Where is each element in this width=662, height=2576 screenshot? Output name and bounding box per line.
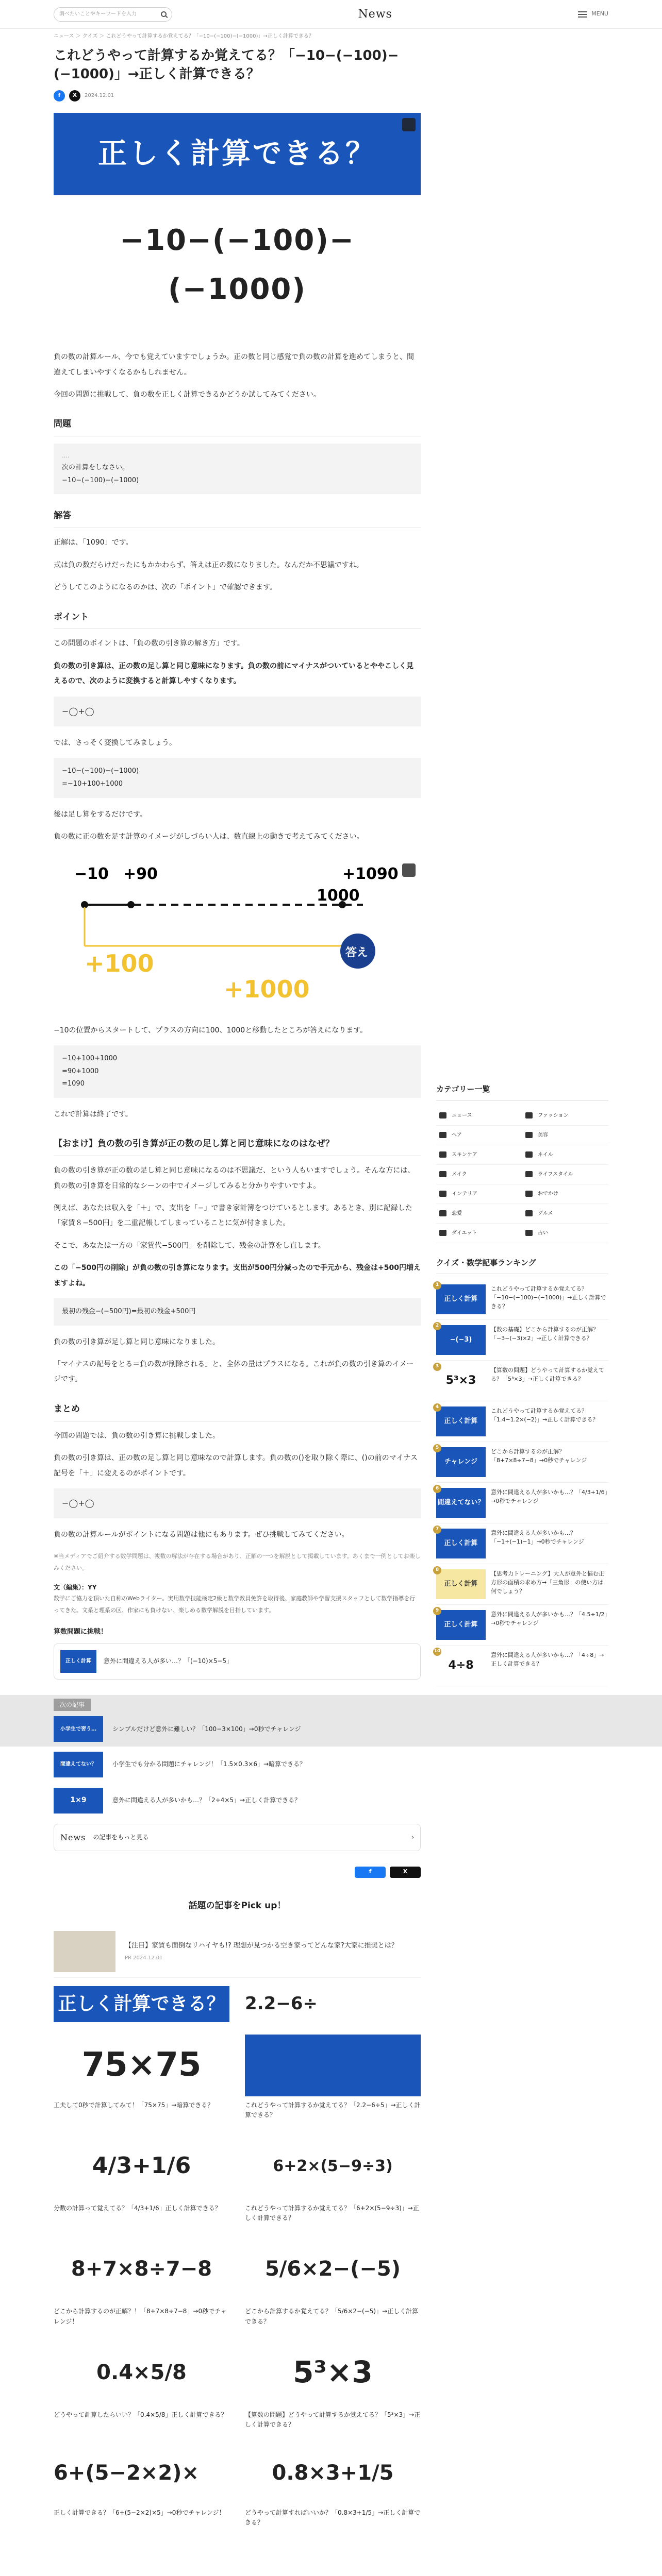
tile-image — [245, 2035, 421, 2096]
pickup-lead-date: PR 2024.12.01 — [125, 1955, 163, 1961]
diet-icon — [439, 1230, 446, 1236]
outing-icon — [525, 1191, 533, 1197]
ranking-thumb: 間違えてない？ — [436, 1488, 486, 1518]
tile-image: 75×75 — [54, 2035, 229, 2096]
ranking-item[interactable]: 6 間違えてない？ 意外に間違える人が多いかも…？「4/3+1/6」→0秒でチャレンジ — [436, 1483, 608, 1523]
search-icon[interactable] — [161, 11, 167, 17]
tile-caption: どこから計算するか覚えてる？「5/6×2−(−5)」→正しく計算できる？ — [245, 2308, 419, 2325]
next-article-item[interactable] — [54, 1747, 421, 1783]
ranking-caption: 意外に間違える人が多いかも…？「4/3+1/6」→0秒でチャレンジ — [491, 1489, 608, 1505]
next-title: 意外に間違える人が多いかも…？「2÷4×5」→正しく計算できる？ — [112, 1797, 301, 1804]
category-item[interactable]: インテリア — [436, 1184, 522, 1204]
number-line-figure — [54, 858, 421, 1013]
point-paragraph: では、さっそく変換してみましょう。 — [54, 739, 176, 747]
ranking-item[interactable]: 5 チャレンジ どこから計算するのが正解？「8+7×8÷7−8」→0秒でチャレンジ — [436, 1442, 608, 1483]
tile-image: 6+(5−2×2)× — [54, 2442, 229, 2504]
related-article-card[interactable] — [54, 1643, 421, 1680]
fortune-icon — [525, 1230, 533, 1236]
answer-badge-text: 答え — [345, 946, 369, 959]
hero-image — [54, 113, 421, 195]
beauty-icon — [525, 1132, 533, 1138]
explain-paragraph: これで計算は終了です。 — [54, 1110, 133, 1118]
bonus-paragraph: 例えば、あなたは収入を「＋」で、支出を「−」で書き家計簿をつけているとします。あるとき、別に記録した「家賃８−500円」を二重記帳してしまっていることに気が付きました。 — [54, 1204, 412, 1228]
tile-image: 0.4×5/8 — [54, 2339, 229, 2406]
summary-box — [54, 1488, 421, 1518]
pickup-lead-title: 【注目】家賃も面倒なリハイヤも!? 理想が見つかる空き家ってどんな家?大家に推奨とは？ — [125, 1942, 398, 1950]
tile-caption: 分数の計算って覚えてる？「4/3+1/6」正しく計算できる？ — [54, 2205, 221, 2212]
pickup-tile[interactable] — [245, 2132, 421, 2223]
pickup-grid — [54, 1986, 421, 2528]
point-paragraph: この問題のポイントは、「負の数の引き算の解き方」です。 — [54, 639, 244, 648]
ranking-thumb: 正しく計算 — [436, 1529, 486, 1558]
explain-paragraph: −10の位置からスタートして、プラスの方向に100、1000と移動したところが答えになります。 — [54, 1026, 368, 1035]
gallery-icon[interactable] — [402, 863, 416, 877]
category-item[interactable]: ニュース — [436, 1106, 522, 1126]
category-item[interactable]: ヘア — [436, 1126, 522, 1145]
section-heading: まとめ — [54, 1399, 421, 1421]
next-thumb: 小学生で習う… — [54, 1716, 103, 1742]
answer-paragraph: どうしてこのようになるのかは、次の「ポイント」で確認できます。 — [54, 583, 277, 592]
ranking-thumb: 正しく計算 — [436, 1406, 486, 1436]
tile-image: 8+7×8÷7−8 — [54, 2235, 229, 2302]
point-plus90 — [127, 901, 135, 908]
bonus-paragraph: 負の数の引き算が足し算と同じ意味になりました。 — [54, 1337, 220, 1346]
category-item[interactable]: ファッション — [522, 1106, 608, 1126]
fashion-icon — [525, 1112, 533, 1118]
pickup-lead[interactable] — [54, 1926, 421, 1978]
tile-image: 4/3+1/6 — [54, 2132, 229, 2199]
tile-image: 6+2×(5−9÷3) — [245, 2132, 421, 2199]
article-date: 2024.12.01 — [85, 93, 114, 99]
ranking-item[interactable]: 7 正しく計算 意外に間違える人が多いかも…？「−1÷(−1)−1」→0秒でチャレンジ — [436, 1523, 608, 1564]
intro-paragraph: 今回の問題に挑戦して、負の数を正しく計算できるかどうか試してみてください。 — [54, 390, 321, 399]
tile-image: 5³×3 — [245, 2339, 421, 2406]
article-title: これどうやって計算するか覚えてる？「−10−(−100)−(−1000)」→正しく計算できる？ — [54, 48, 399, 82]
ranking-caption: 【算数の問題】どうやって計算するか覚えてる？「5³×3」→正しく計算できる？ — [491, 1367, 604, 1383]
summary-paragraph: 今回の問題では、負の数の引き算に挑戦しました。 — [54, 1431, 220, 1440]
label-add1: +100 — [85, 949, 154, 977]
tile-image: 2.2−6÷ — [245, 1986, 421, 2022]
facebook-share-button[interactable]: f — [355, 1867, 386, 1878]
pickup-title: 話題の記事をPick up！ — [188, 1900, 286, 1911]
pickup-tile[interactable] — [54, 2339, 229, 2430]
interior-icon — [439, 1191, 446, 1197]
pickup-tile[interactable] — [54, 2035, 229, 2120]
tile-image: 5/6×2−(−5) — [245, 2235, 421, 2302]
number-line-svg — [54, 858, 421, 1013]
big-expression: −10−(−100)−(−1000) — [120, 223, 355, 306]
ranking-list — [436, 1279, 608, 1686]
next-thumb: 間違えてない？ — [54, 1752, 103, 1777]
conversion-line: −10−(−100)−(−1000) — [62, 767, 139, 775]
answer-paragraph: 式は負の数だらけだったにもかかわらず、答えは正の数になりました。なんだか不思議ですね。 — [54, 561, 363, 569]
category-item[interactable]: おでかけ — [522, 1184, 608, 1204]
more-logo: News — [60, 1832, 86, 1842]
label-n2: +90 — [123, 865, 158, 883]
site-header — [0, 0, 662, 29]
point-paragraph: 後は足し算をするだけです。 — [54, 810, 147, 819]
bonus-paragraph: 「マイナスの記号をとる＝負の数が削除される」と、全体の量はプラスになる。これが負の数の引き算のイメージです。 — [54, 1360, 414, 1384]
section-heading: 【おまけ】負の数の引き算が正の数の足し算と同じ意味になのはなぜ？ — [54, 1133, 421, 1156]
category-item[interactable]: スキンケア — [436, 1145, 522, 1165]
label-n3: +1090 — [342, 865, 399, 883]
chevron-right-icon: › — [411, 1833, 414, 1841]
site-logo[interactable]: News — [358, 7, 392, 21]
tile-caption: 正しく計算できる？「6+(5−2×2)×5」→0秒でチャレンジ！ — [54, 2509, 225, 2517]
categories-title: カテゴリー一覧 — [436, 1083, 608, 1101]
ranking-item[interactable]: 3 5³×3 【算数の問題】どうやって計算するか覚えてる？「5³×3」→正しく計算できる？ — [436, 1361, 608, 1401]
point-paragraph: 負の数に正の数を足す計算のイメージがしづらい人は、数直線上の動きで考えてみてください。 — [54, 833, 364, 841]
ranking-thumb: 正しく計算 — [436, 1284, 486, 1314]
ranking-caption: 【思考力トレーニング】大人が意外と悩む正方形の面積の求め方→「三角形」の使い方は何でしょう？ — [491, 1570, 605, 1595]
pickup-tile[interactable] — [245, 1986, 421, 2022]
category-item[interactable]: グルメ — [522, 1204, 608, 1224]
breadcrumb[interactable]: ニュース ＞ クイズ ＞ これどうやって計算するか覚えてる？「−10−(−100)−(−1000)」→正しく計算できる？ — [54, 33, 314, 39]
facebook-icon[interactable]: f — [54, 90, 65, 101]
category-item[interactable]: メイク — [436, 1165, 522, 1184]
related-title: 意外に間違える人が多い…？「(−10)×5−5」 — [104, 1657, 233, 1665]
love-icon — [439, 1210, 446, 1216]
next-title: シンプルだけど意外に難しい？「100−3×100」→0秒でチャレンジ — [112, 1725, 301, 1733]
ranking-item[interactable]: 9 正しく計算 意外に間違える人が多いかも…？「4.5÷1/2」→0秒でチャレンジ — [436, 1605, 608, 1646]
next-title: 小学生でも分かる問題にチャレンジ！「1.5×0.3×6」→暗算できる？ — [112, 1760, 306, 1768]
pickup-tile[interactable] — [54, 2132, 229, 2223]
ranking-caption: これどうやって計算するか覚えてる？「1.4−1.2×(−2)」→正しく計算できる？ — [491, 1408, 599, 1423]
share-buttons — [54, 1867, 421, 1878]
section-heading: 問題 — [54, 414, 421, 436]
calc-box — [54, 1045, 421, 1098]
ranking-thumb: 5³×3 — [436, 1366, 486, 1396]
next-label: 次の記事 — [54, 1699, 91, 1711]
section-heading: ポイント — [54, 607, 421, 630]
nail-icon — [525, 1151, 533, 1158]
pickup-tile[interactable] — [245, 2035, 421, 2120]
conversion-box — [54, 697, 421, 726]
ranking-item[interactable]: 2 −(−3) 【数の基礎】どこから計算するのが正解？「−3−(−3)×2」→正しく計算できる？ — [436, 1320, 608, 1361]
problem-expression: −10−(−100)−(−1000) — [62, 476, 139, 484]
category-item[interactable]: 美容 — [522, 1126, 608, 1145]
related-label: 算数問題に挑戦！ — [54, 1628, 108, 1636]
article-meta — [54, 90, 421, 101]
category-item[interactable]: ネイル — [522, 1145, 608, 1165]
category-item[interactable]: ライフスタイル — [522, 1165, 608, 1184]
ranking-item[interactable]: 4 正しく計算 これどうやって計算するか覚えてる？「1.4−1.2×(−2)」→正しく計算できる？ — [436, 1401, 608, 1442]
more-articles-link[interactable] — [54, 1824, 421, 1851]
ranking-caption: 【数の基礎】どこから計算するのが正解？「−3−(−3)×2」→正しく計算できる？ — [491, 1326, 599, 1342]
ranking-caption: 意外に間違える人が多いかも…？「4÷8」→正しく計算できる？ — [491, 1652, 604, 1668]
tile-image: 0.8×3+1/5 — [245, 2442, 421, 2504]
problem-label: 次の計算をしなさい。 — [62, 464, 129, 472]
bonus-paragraph: 負の数の引き算が正の数の足し算と同じ意味になるのは不思議だ、という人もいますでしょう。そんな方には、負の数の引き算を日常的なシーンの中でイメージしてみると分かりやすいですよ。 — [54, 1166, 415, 1190]
ranking-item[interactable]: 8 正しく計算 【思考力トレーニング】大人が意外と悩む正方形の面積の求め方→「三角形」の使い方は何でしょう？ — [436, 1564, 608, 1605]
pickup-tile[interactable] — [54, 2235, 229, 2326]
ranking-caption: これどうやって計算するか覚えてる？「−10−(−100)−(−1000)」→正しく計算できる？ — [491, 1285, 606, 1310]
calc-line: =90+1000 — [62, 1067, 99, 1075]
ranking-item[interactable]: 1 正しく計算 これどうやって計算するか覚えてる？「−10−(−100)−(−1000)」→正しく計算できる？ — [436, 1279, 608, 1320]
ranking-title: クイズ・数学記事ランキング — [436, 1257, 608, 1275]
pickup-tile[interactable] — [245, 2442, 421, 2528]
skincare-icon — [439, 1151, 446, 1158]
article — [54, 32, 421, 2528]
ranking-thumb: チャレンジ — [436, 1447, 486, 1477]
category-list — [436, 1106, 608, 1243]
ranking-thumb: 正しく計算 — [436, 1610, 486, 1640]
next-article-band — [0, 1695, 662, 1747]
bonus-paragraph: この「−500円の削除」が負の数の引き算になります。支出が500円分減ったので手元から、残金は+500円増えますよね。 — [54, 1264, 421, 1287]
tile-caption: これどうやって計算するか覚えてる？「2.2−6÷5」→正しく計算できる？ — [245, 2101, 421, 2119]
conversion-box — [54, 758, 421, 798]
calc-line: =1090 — [62, 1080, 85, 1088]
tile-caption: どこから計算するのが正解？！「8+7×8÷7−8」→0秒でチャレンジ！ — [54, 2308, 227, 2325]
ranking-thumb: 4÷8 — [436, 1651, 486, 1681]
summary-paragraph: 負の数の引き算は、正の数の足し算と同じ意味なので計算します。負の数の()を取り除く際に、()の前のマイナス記号を「＋」に変えるのがポイントです。 — [54, 1454, 418, 1478]
pickup-tile[interactable] — [54, 2442, 229, 2528]
search-input[interactable] — [54, 7, 172, 22]
more-text: の記事をもっと見る — [93, 1833, 149, 1841]
category-item[interactable]: 恋愛 — [436, 1204, 522, 1224]
ranking-item[interactable]: 10 4÷8 意外に間違える人が多いかも…？「4÷8」→正しく計算できる？ — [436, 1646, 608, 1686]
search-placeholder: 調べたいことやキーワードを入力 — [59, 11, 137, 17]
hero-text: 正しく計算できる？ — [98, 137, 376, 171]
next-article-item[interactable] — [54, 1711, 608, 1747]
tile-caption: どうやって計算したらいい？「0.4×5/8」正しく計算できる？ — [54, 2411, 227, 2418]
lifestyle-icon — [525, 1171, 533, 1177]
ranking-caption: 意外に間違える人が多いかも…？「−1÷(−1)−1」→0秒でチャレンジ — [491, 1530, 584, 1546]
menu-button[interactable] — [578, 9, 608, 19]
news-icon — [439, 1112, 446, 1118]
bonus-box: 最初の残金−(−500円)=最初の残金+500円 — [54, 1298, 421, 1326]
hair-icon — [439, 1132, 446, 1138]
tile-caption: どうやって計算すればいいか？「0.8×3+1/5」→正しく計算できる？ — [245, 2509, 421, 2527]
ranking-caption: 意外に間違える人が多いかも…？「4.5÷1/2」→0秒でチャレンジ — [491, 1611, 607, 1627]
calc-line: −10+100+1000 — [62, 1054, 118, 1062]
intro-paragraph: 負の数の計算ルール、今でも覚えていますでしょうか。正の数と同じ感覚で負の数の計算を進めてしまうと、間違えてしまいやすくなるかもしれません。 — [54, 353, 415, 377]
label-n4: 1000 — [317, 886, 360, 905]
hamburger-icon[interactable] — [578, 11, 587, 18]
problem-box: ‥‥ 次の計算をしなさい。 −10−(−100)−(−1000) — [54, 444, 421, 494]
answer-line: 正解は、「1090」です。 — [54, 538, 133, 547]
next-thumb: 1×9 — [54, 1788, 103, 1814]
pickup-tile[interactable] — [245, 2235, 421, 2326]
pickup-tile[interactable] — [245, 2339, 421, 2430]
sidebar — [436, 32, 608, 2528]
gourmet-icon — [525, 1210, 533, 1216]
makeup-icon — [439, 1171, 446, 1177]
section-heading: 解答 — [54, 505, 421, 528]
dash-dot-icon: −◯+◯ — [62, 1498, 94, 1508]
ranking-thumb: −(−3) — [436, 1325, 486, 1355]
conversion-line: =−10+100+1000 — [62, 780, 123, 788]
tile-image: 正しく計算できる？ — [54, 1986, 229, 2022]
author-bio: 数学にご協力を頂いた自称のWebライター。実用数学技能検定2級と数学教員免許を取得後、家庭教師や学習支援スタッフとして数学指導を行ってきた。文系と理系の区、作家にも負けない、楽しめる数学解説を目指しています。 — [54, 1595, 416, 1614]
category-item[interactable]: 占い — [522, 1224, 608, 1243]
author-label: 文（編集）：YY — [54, 1583, 97, 1591]
point-minus10 — [81, 901, 88, 908]
label-add2: +1000 — [224, 975, 310, 1003]
disclaimer-note: ※当メディアでご紹介する数学問題は、複数の解法が存在する場合があり、正解の一つを解説として掲載しています。あくまで一例としてお楽しみください。 — [54, 1552, 421, 1571]
x-share-button[interactable]: X — [390, 1867, 421, 1878]
gallery-icon[interactable] — [402, 118, 416, 131]
next-article-item[interactable] — [54, 1783, 421, 1819]
tile-caption: 【算数の問題】どうやって計算するか覚えてる？「5³×3」→正しく計算できる？ — [245, 2411, 421, 2428]
tile-caption: これどうやって計算するか覚えてる？「6+2×(5−9÷3)」→正しく計算できる？ — [245, 2205, 419, 2222]
tile-caption: 工夫して0秒で計算してみて！「75×75」→暗算できる？ — [54, 2101, 214, 2109]
pickup-lead-image — [54, 1931, 115, 1972]
dash-dot-icon: −◯+◯ — [62, 706, 94, 716]
point-paragraph: 負の数の引き算は、正の数の足し算と同じ意味になります。負の数の前にマイナスがついているとややこしく見えるので、次のように変換すると計算しやすくなります。 — [54, 662, 414, 686]
ranking-caption: どこから計算するのが正解？「8+7×8÷7−8」→0秒でチャレンジ — [491, 1448, 587, 1464]
x-icon[interactable]: X — [69, 90, 80, 101]
summary-paragraph: 負の数の計算ルールがポイントになる問題は他にもあります。ぜひ挑戦してみてください。 — [54, 1531, 349, 1539]
related-thumb: 正しく計算 — [60, 1650, 96, 1673]
bonus-paragraph: そこで、あなたは一方の「家賃代−500円」を削除して、残金の計算をし直します。 — [54, 1241, 325, 1250]
pickup-tile[interactable] — [54, 1986, 229, 2022]
ranking-thumb: 正しく計算 — [436, 1569, 486, 1599]
category-item[interactable]: ダイエット — [436, 1224, 522, 1243]
menu-label: MENU — [591, 10, 608, 18]
label-n1: −10 — [74, 865, 109, 883]
